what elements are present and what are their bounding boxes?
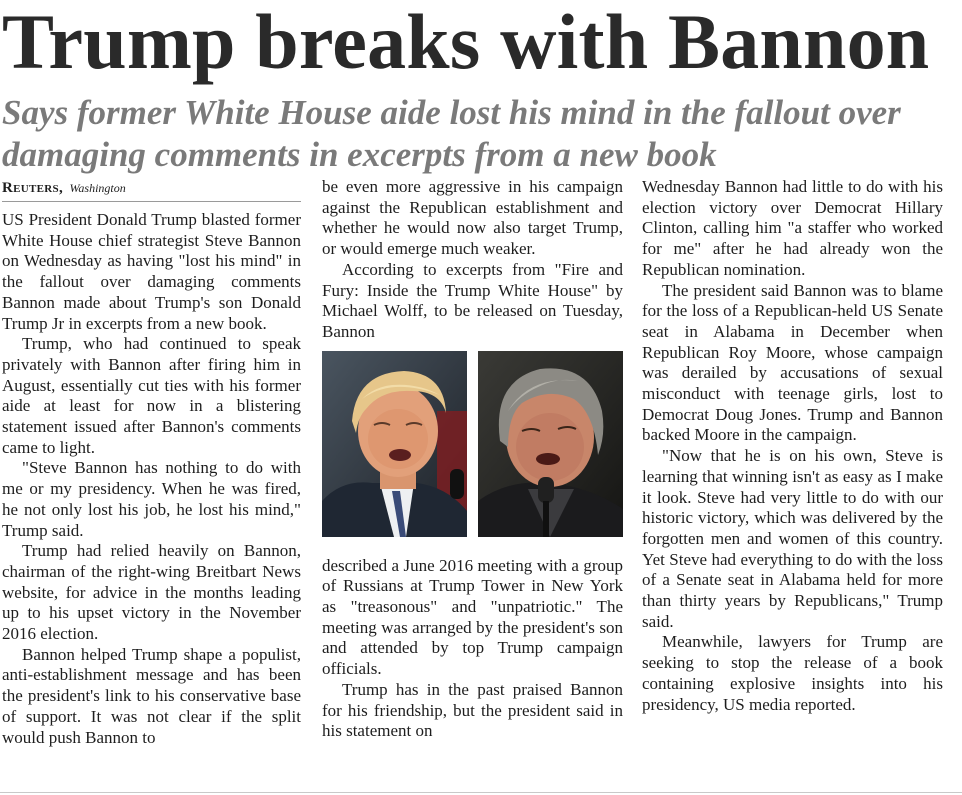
paragraph: The president said Bannon was to blame for the loss of a Republican-held US Senate seat in Alabama in December when Republican Roy Moore, whose campaign was derailed by accusations of sexual misconduct with teenage girls, lost to Democrat Doug Jones. Trump and Bannon backed Moore in the campaign. — [642, 280, 943, 445]
headline: Trump breaks with Bannon — [2, 0, 930, 85]
paragraph: Trump has in the past praised Bannon for his friendship, but the president said in his statement on — [322, 679, 623, 741]
paragraph: Trump had relied heavily on Bannon, chairman of the right-wing Breitbart News website, for advice in the months leading up to his upset victory in the November 2016 election. — [2, 541, 301, 644]
paragraph: Bannon helped Trump shape a populist, anti-establishment message and has been the president's link to his conservative base of support. It was not clear if the split would push Bannon to — [2, 644, 301, 747]
portrait-bannon-photo — [478, 351, 623, 537]
paragraph: be even more aggressive in his campaign against the Republican establishment and whether he would now also target Trump, or would emerge much weaker. — [322, 177, 623, 259]
column-1 — [2, 177, 301, 748]
byline-agency: Reuters, — [2, 180, 63, 196]
paragraph: "Steve Bannon has nothing to do with me or my presidency. When he was fired, he not only lost his job, he lost his mind," Trump said. — [2, 458, 301, 540]
byline-location: Washington — [69, 181, 126, 195]
bottom-rule — [0, 792, 962, 793]
paragraph: Meanwhile, lawyers for Trump are seeking to stop the release of a book containing explosive insights into his presidency, US media reported. — [642, 632, 943, 714]
column-2 — [322, 177, 623, 742]
paragraph: Wednesday Bannon had little to do with his election victory over Democrat Hillary Clinton, calling him "a staffer who worked for me" after he had already won the Republican nomination. — [642, 177, 943, 279]
paragraph: "Now that he is on his own, Steve is learning that winning isn't as easy as I make it look. Steve had very little to do with our historic victory, which was delivered by the forgotten men and women of this country. Yet Steve had everything to do with the loss of a Senate seat in Alabama held for more than thirty years by Republicans," Trump said. — [642, 446, 943, 631]
byline — [2, 177, 301, 202]
subheadline: Says former White House aide lost his mind in the fallout over damaging comments in excerpts from a new book — [2, 93, 901, 174]
paragraph: US President Donald Trump blasted former White House chief strategist Steve Bannon on Wednesday as having "lost his mind" in the fallout over damaging comments Bannon made about Trump's son Donald Trump Jr in excerpts from a new book. — [2, 210, 301, 333]
paragraph: According to excerpts from "Fire and Fury: Inside the Trump White House" by Michael Wolff, to be released on Tuesday, Bannon — [322, 259, 623, 341]
paragraph: Trump, who had continued to speak privately with Bannon after firing him in August, essentially cut ties with his former aide at least for now in a blistering statement issued after Bannon's comments came to light. — [2, 334, 301, 457]
column-3 — [642, 177, 943, 715]
portrait-trump-photo — [322, 351, 467, 537]
photo-strip — [322, 351, 623, 541]
paragraph: described a June 2016 meeting with a group of Russians at Trump Tower in New York as "treasonous" and "unpatriotic." The meeting was arranged by the president's son and attended by top Trump campaign officials. — [322, 555, 623, 679]
